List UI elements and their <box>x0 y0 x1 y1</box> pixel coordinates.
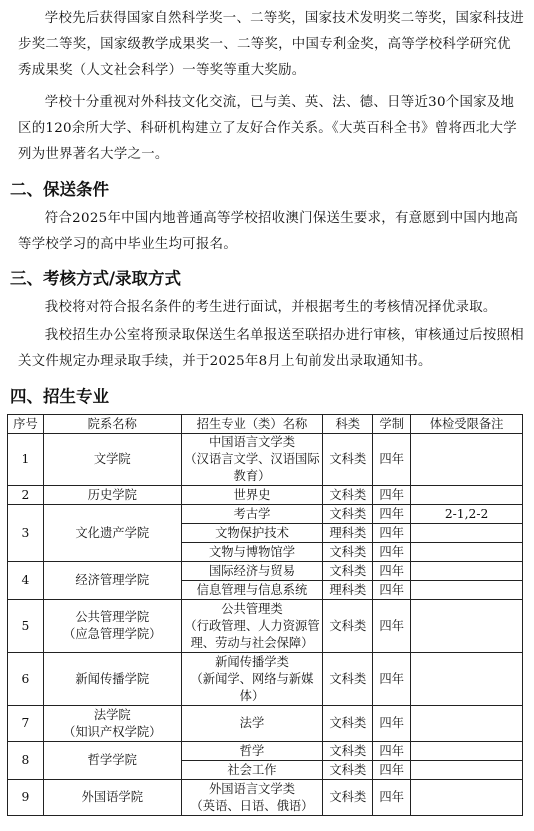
cell-note <box>411 761 523 780</box>
cell-note <box>411 780 523 816</box>
header-type: 科类 <box>323 415 373 434</box>
cell-note <box>411 543 523 562</box>
cell-years: 四年 <box>373 434 411 486</box>
table-row <box>8 434 523 486</box>
cell-major: 文物与博物馆学 <box>181 543 323 562</box>
cell-years: 四年 <box>373 543 411 562</box>
cell-dept: 文学院 <box>43 434 181 486</box>
cell-dept: 哲学学院 <box>43 742 181 780</box>
cell-dept: 法学院 （知识产权学院） <box>43 706 181 742</box>
heading-majors: 四、招生专业 <box>10 387 109 406</box>
heading-assessment: 三、考核方式/录取方式 <box>10 269 182 288</box>
cell-no: 2 <box>8 486 44 505</box>
cell-type: 文科类 <box>323 486 373 505</box>
table-row <box>8 505 523 524</box>
cell-type: 文科类 <box>323 706 373 742</box>
table-row <box>8 653 523 706</box>
cell-major: 外国语言文学类 （英语、日语、俄语） <box>181 780 323 816</box>
cell-type: 文科类 <box>323 742 373 761</box>
cell-note <box>411 653 523 706</box>
heading-eligibility: 二、保送条件 <box>10 180 109 199</box>
cell-major: 法学 <box>181 706 323 742</box>
cell-years: 四年 <box>373 486 411 505</box>
cell-years: 四年 <box>373 761 411 780</box>
cell-note <box>411 706 523 742</box>
cell-no: 5 <box>8 600 44 653</box>
cell-major: 公共管理类 （行政管理、人力资源管理、劳动与社会保障） <box>181 600 323 653</box>
cell-type: 文科类 <box>323 600 373 653</box>
cell-note <box>411 524 523 543</box>
cell-type: 文科类 <box>323 780 373 816</box>
cell-note <box>411 742 523 761</box>
cell-no: 6 <box>8 653 44 706</box>
cell-type: 文科类 <box>323 653 373 706</box>
paragraph-eligibility: 符合2025年中国内地普通高等学校招收澳门保送生要求，有意愿到中国内地高等学校学习的高中毕业生均可报名。 <box>18 211 519 252</box>
cell-note <box>411 600 523 653</box>
cell-note <box>411 486 523 505</box>
cell-dept: 文化遗产学院 <box>43 505 181 562</box>
header-years: 学制 <box>373 415 411 434</box>
cell-type: 文科类 <box>323 562 373 581</box>
cell-dept: 经济管理学院 <box>43 562 181 600</box>
cell-no: 3 <box>8 505 44 562</box>
header-no: 序号 <box>8 415 44 434</box>
cell-dept: 公共管理学院 （应急管理学院） <box>43 600 181 653</box>
cell-dept: 外国语学院 <box>43 780 181 816</box>
header-dept: 院系名称 <box>43 415 181 434</box>
cell-major: 新闻传播学类 （新闻学、网络与新媒体） <box>181 653 323 706</box>
cell-major: 文物保护技术 <box>181 524 323 543</box>
cell-type: 文科类 <box>323 505 373 524</box>
cell-no: 8 <box>8 742 44 780</box>
cell-type: 文科类 <box>323 434 373 486</box>
table-row <box>8 562 523 581</box>
cell-major: 中国语言文学类 （汉语言文学、汉语国际教育） <box>181 434 323 486</box>
cell-type: 文科类 <box>323 543 373 562</box>
cell-dept: 历史学院 <box>43 486 181 505</box>
cell-no: 7 <box>8 706 44 742</box>
cell-years: 四年 <box>373 581 411 600</box>
cell-years: 四年 <box>373 653 411 706</box>
cell-years: 四年 <box>373 780 411 816</box>
table-row <box>8 706 523 742</box>
table-header-row <box>8 415 523 434</box>
cell-years: 四年 <box>373 600 411 653</box>
cell-major: 国际经济与贸易 <box>181 562 323 581</box>
cell-type: 文科类 <box>323 761 373 780</box>
cell-note: 2-1,2-2 <box>411 505 523 524</box>
cell-no: 4 <box>8 562 44 600</box>
paragraph-assessment: 我校将对符合报名条件的考生进行面试，并根据考生的考核情况择优录取。 <box>44 300 497 315</box>
cell-years: 四年 <box>373 505 411 524</box>
cell-years: 四年 <box>373 742 411 761</box>
cell-years: 四年 <box>373 706 411 742</box>
cell-years: 四年 <box>373 562 411 581</box>
paragraph-awards: 学校先后获得国家自然科学奖一、二等奖，国家技术发明奖二等奖，国家科技进步奖二等奖，国家级教学成果奖一、二等奖，中国专利金奖，高等学校科学研究优秀成果奖（人文社会科学）一等奖等重大奖励。 <box>18 11 524 78</box>
cell-major: 世界史 <box>181 486 323 505</box>
table-row <box>8 486 523 505</box>
paragraph-admission: 我校招生办公室将预录取保送生名单报送至联招办进行审核，审核通过后按照相关文件规定办理录取手续，并于2025年8月上旬前发出录取通知书。 <box>18 328 524 369</box>
cell-major: 信息管理与信息系统 <box>181 581 323 600</box>
cell-note <box>411 434 523 486</box>
cell-dept: 新闻传播学院 <box>43 653 181 706</box>
paragraph-exchange: 学校十分重视对外科技文化交流，已与美、英、法、德、日等近30个国家及地区的120余所大学、科研机构建立了友好合作关系。《大英百科全书》曾将西北大学列为世界著名大学之一。 <box>18 95 517 162</box>
cell-type: 理科类 <box>323 524 373 543</box>
cell-note <box>411 562 523 581</box>
cell-years: 四年 <box>373 524 411 543</box>
majors-table <box>7 414 523 816</box>
table-row <box>8 742 523 761</box>
cell-type: 理科类 <box>323 581 373 600</box>
header-major: 招生专业（类）名称 <box>181 415 323 434</box>
cell-major: 考古学 <box>181 505 323 524</box>
table-row <box>8 780 523 816</box>
header-note: 体检受限备注 <box>411 415 523 434</box>
table-row <box>8 600 523 653</box>
cell-no: 1 <box>8 434 44 486</box>
cell-major: 社会工作 <box>181 761 323 780</box>
cell-note <box>411 581 523 600</box>
cell-major: 哲学 <box>181 742 323 761</box>
cell-no: 9 <box>8 780 44 816</box>
